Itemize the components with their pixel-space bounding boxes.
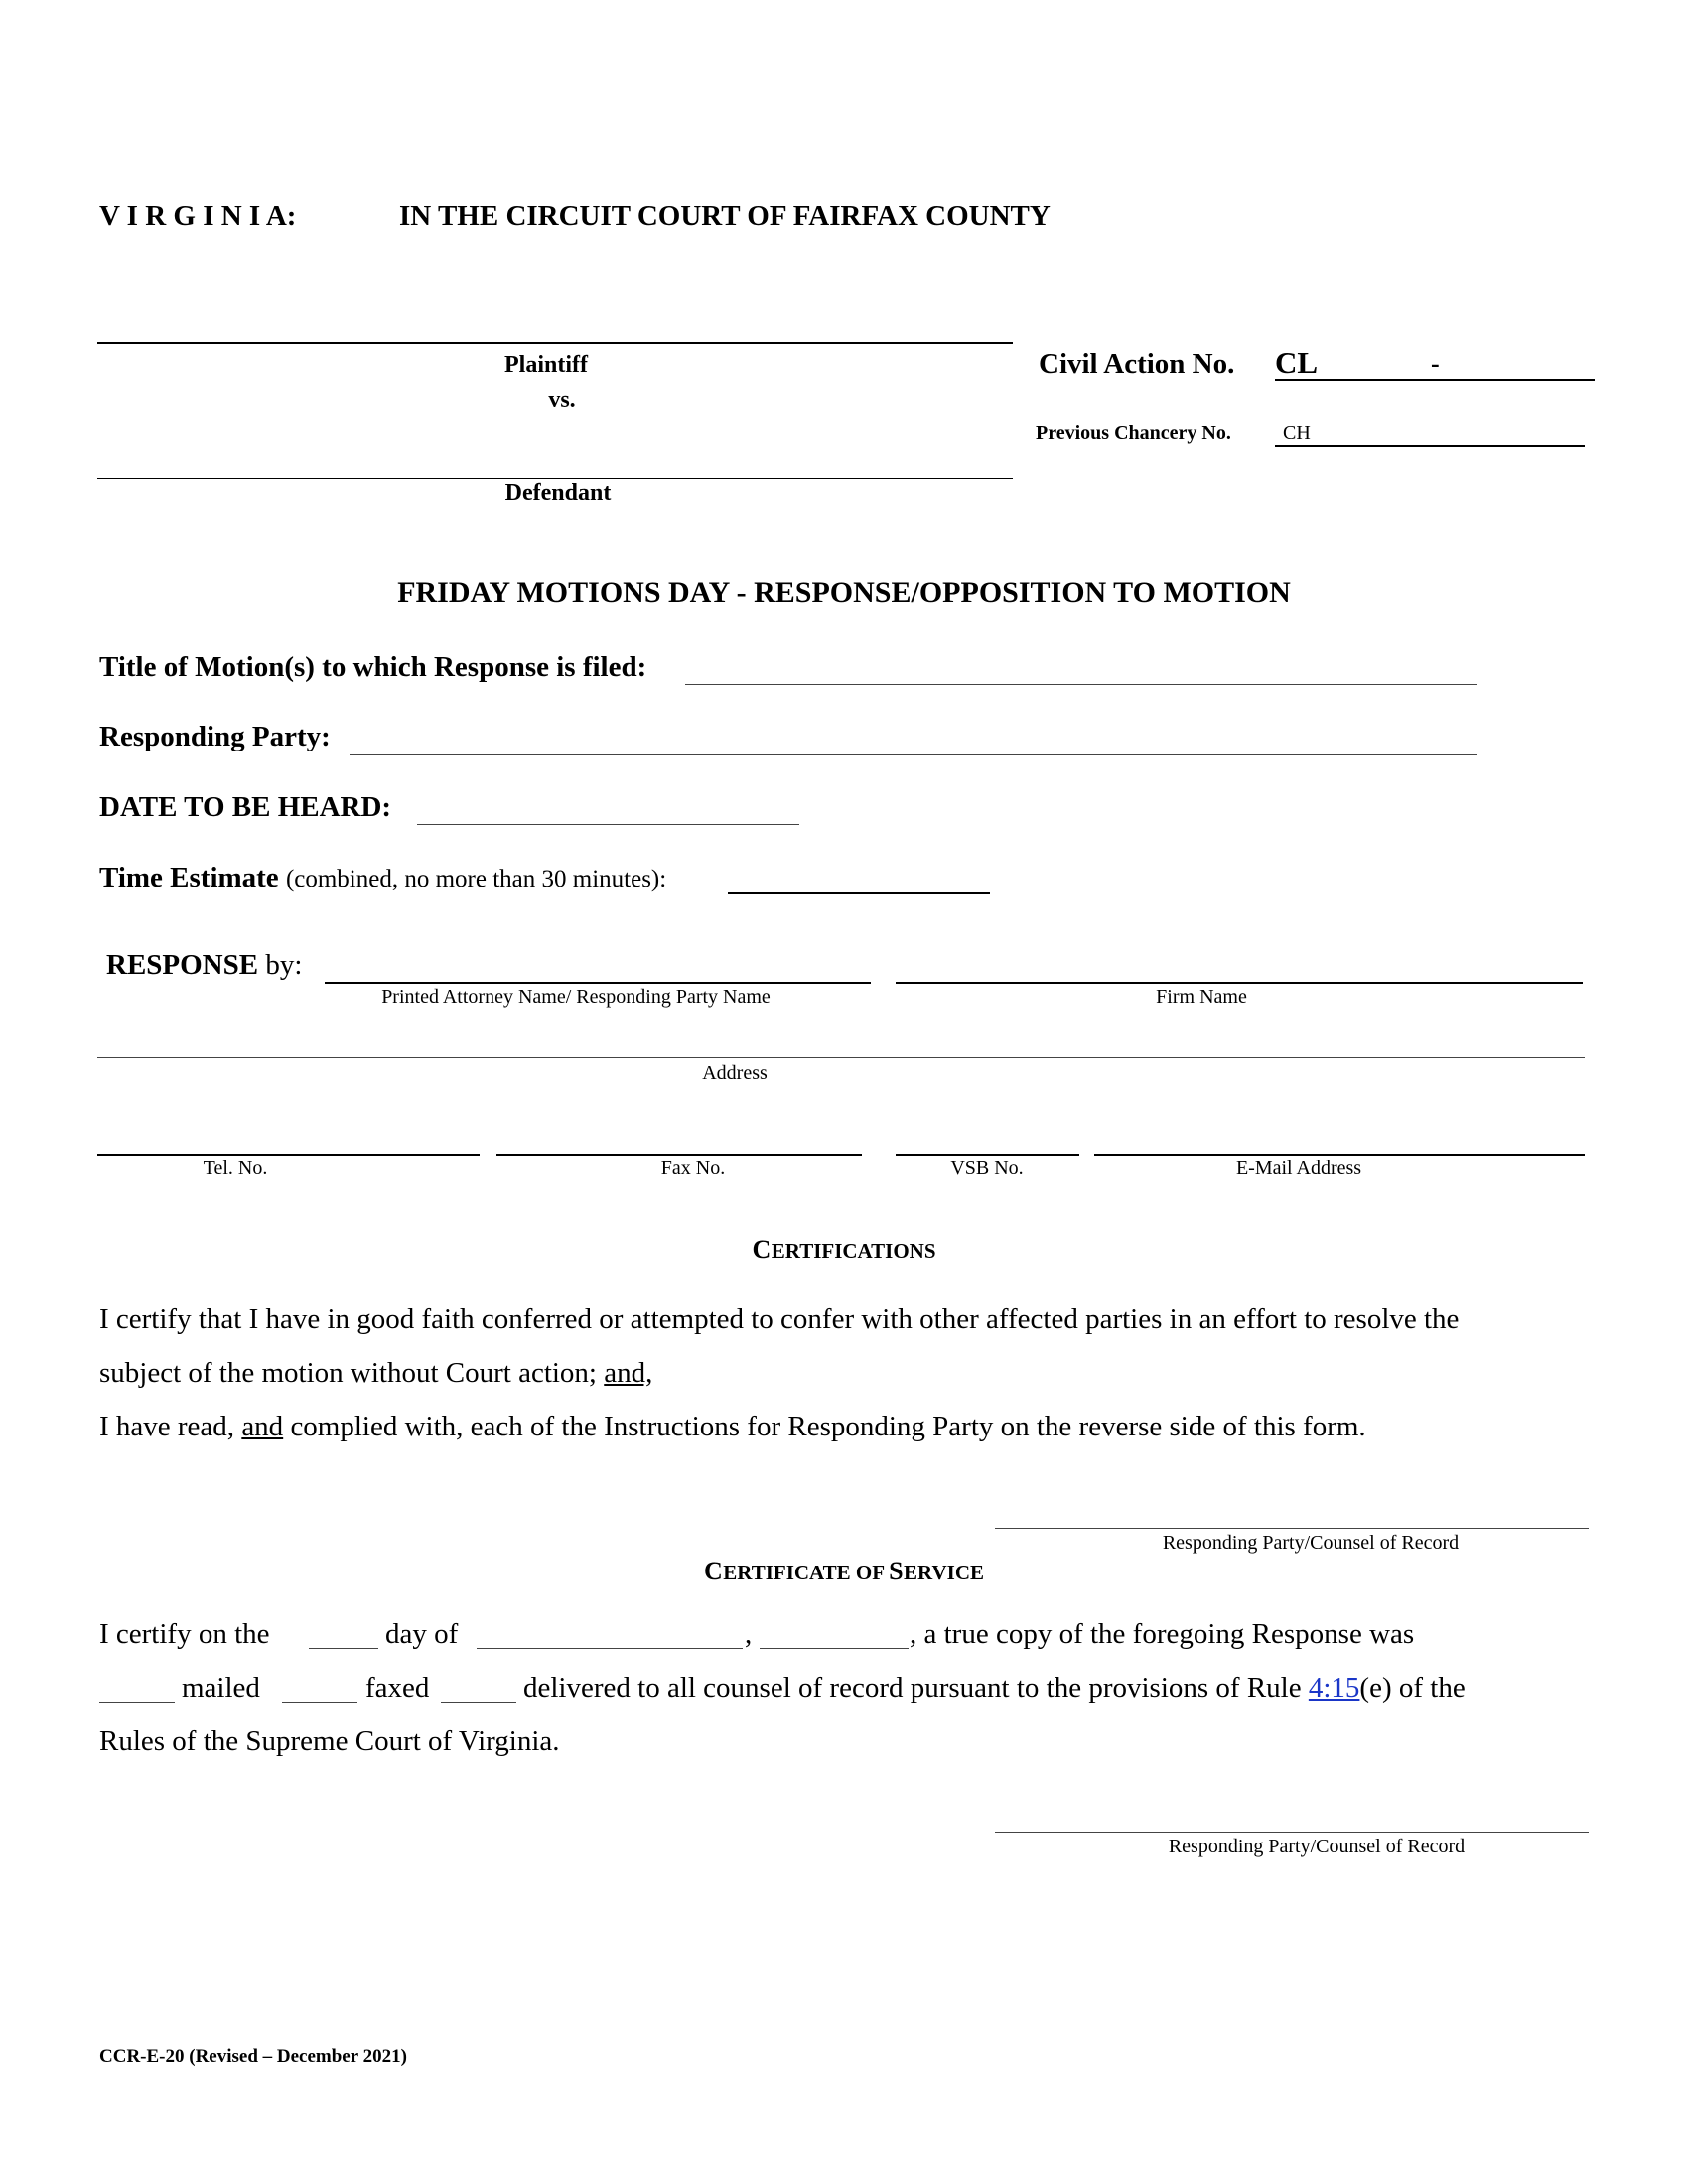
civil-action-prefix: CL <box>1275 345 1319 380</box>
certification-signature-field[interactable] <box>995 1528 1589 1529</box>
email-field[interactable] <box>1094 1154 1585 1156</box>
previous-chancery-label: Previous Chancery No. <box>1036 422 1231 444</box>
address-caption: Address <box>702 1062 768 1084</box>
form-title: FRIDAY MOTIONS DAY - RESPONSE/OPPOSITION TO MOTION <box>397 576 1291 609</box>
certifications-heading: CERTIFICATIONS <box>752 1235 936 1264</box>
service-signature-field[interactable] <box>995 1832 1589 1833</box>
fax-caption: Fax No. <box>660 1158 726 1179</box>
rule-4-15-link[interactable]: 4:15 <box>1308 1672 1360 1704</box>
civil-action-label: Civil Action No. <box>1039 348 1235 380</box>
firm-name-field[interactable] <box>896 982 1583 984</box>
tel-field[interactable] <box>97 1154 480 1156</box>
attorney-name-field[interactable] <box>325 982 871 984</box>
title-of-motion-label: Title of Motion(s) to which Response is filed: <box>99 651 647 683</box>
service-day-field[interactable] <box>309 1648 378 1649</box>
email-caption: E-Mail Address <box>1235 1158 1362 1179</box>
delivered-text: delivered to all counsel of record pursuant to the provisions of Rule 4:15(e) of the <box>523 1672 1466 1704</box>
attorney-name-caption: Printed Attorney Name/ Responding Party Name <box>381 986 771 1008</box>
vs-label: vs. <box>548 387 576 413</box>
plaintiff-line[interactable] <box>97 342 1013 344</box>
service-line-1-b: day of <box>385 1618 459 1650</box>
certificate-of-service-heading: CERTIFICATE OF SERVICE <box>703 1557 984 1585</box>
previous-chancery-prefix: CH <box>1283 422 1311 444</box>
certification-line-3: I have read, and complied with, each of the Instructions for Responding Party on the reverse side of this form. <box>99 1411 1366 1442</box>
firm-name-caption: Firm Name <box>1156 986 1247 1008</box>
vsb-caption: VSB No. <box>950 1158 1024 1179</box>
title-of-motion-field[interactable] <box>685 684 1477 685</box>
response-by-label: RESPONSE by: <box>106 949 303 981</box>
court-heading: IN THE CIRCUIT COURT OF FAIRFAX COUNTY <box>399 201 1051 232</box>
state-heading: V I R G I N I A: <box>99 201 297 232</box>
certification-signature-caption: Responding Party/Counsel of Record <box>1162 1532 1460 1554</box>
civil-action-separator: - <box>1431 349 1440 378</box>
service-line-1-a: I certify on the <box>99 1618 270 1650</box>
service-line-1-c: , <box>745 1618 753 1650</box>
plaintiff-label: Plaintiff <box>504 352 588 378</box>
mailed-checkbox-field[interactable] <box>99 1702 175 1703</box>
time-estimate-field[interactable] <box>728 892 990 894</box>
delivered-checkbox-field[interactable] <box>441 1702 516 1703</box>
tel-caption: Tel. No. <box>203 1158 268 1179</box>
date-heard-field[interactable] <box>417 824 799 825</box>
responding-party-field[interactable] <box>350 754 1477 755</box>
service-signature-caption: Responding Party/Counsel of Record <box>1168 1836 1466 1857</box>
address-field[interactable] <box>97 1057 1585 1058</box>
fax-field[interactable] <box>496 1154 862 1156</box>
service-line-3: Rules of the Supreme Court of Virginia. <box>99 1725 560 1757</box>
form-id: CCR-E-20 (Revised – December 2021) <box>99 2046 407 2067</box>
mailed-label: mailed <box>182 1672 260 1704</box>
time-estimate-label: Time Estimate (combined, no more than 30 minutes): <box>99 862 667 893</box>
vsb-field[interactable] <box>896 1154 1079 1156</box>
service-month-field[interactable] <box>477 1648 743 1649</box>
service-year-field[interactable] <box>760 1648 909 1649</box>
certification-line-2: subject of the motion without Court action; and, <box>99 1357 653 1389</box>
faxed-label: faxed <box>365 1672 430 1704</box>
certification-line-1: I certify that I have in good faith conferred or attempted to confer with other affected parties in an effort to resolve the <box>99 1303 1460 1335</box>
previous-chancery-field[interactable] <box>1275 445 1585 447</box>
defendant-label: Defendant <box>504 480 612 506</box>
faxed-checkbox-field[interactable] <box>282 1702 357 1703</box>
date-heard-label: DATE TO BE HEARD: <box>99 791 392 823</box>
service-line-1-d: , a true copy of the foregoing Response was <box>910 1618 1415 1650</box>
responding-party-label: Responding Party: <box>99 721 331 752</box>
defendant-line[interactable] <box>97 478 1013 479</box>
civil-action-number-field[interactable] <box>1275 379 1595 381</box>
